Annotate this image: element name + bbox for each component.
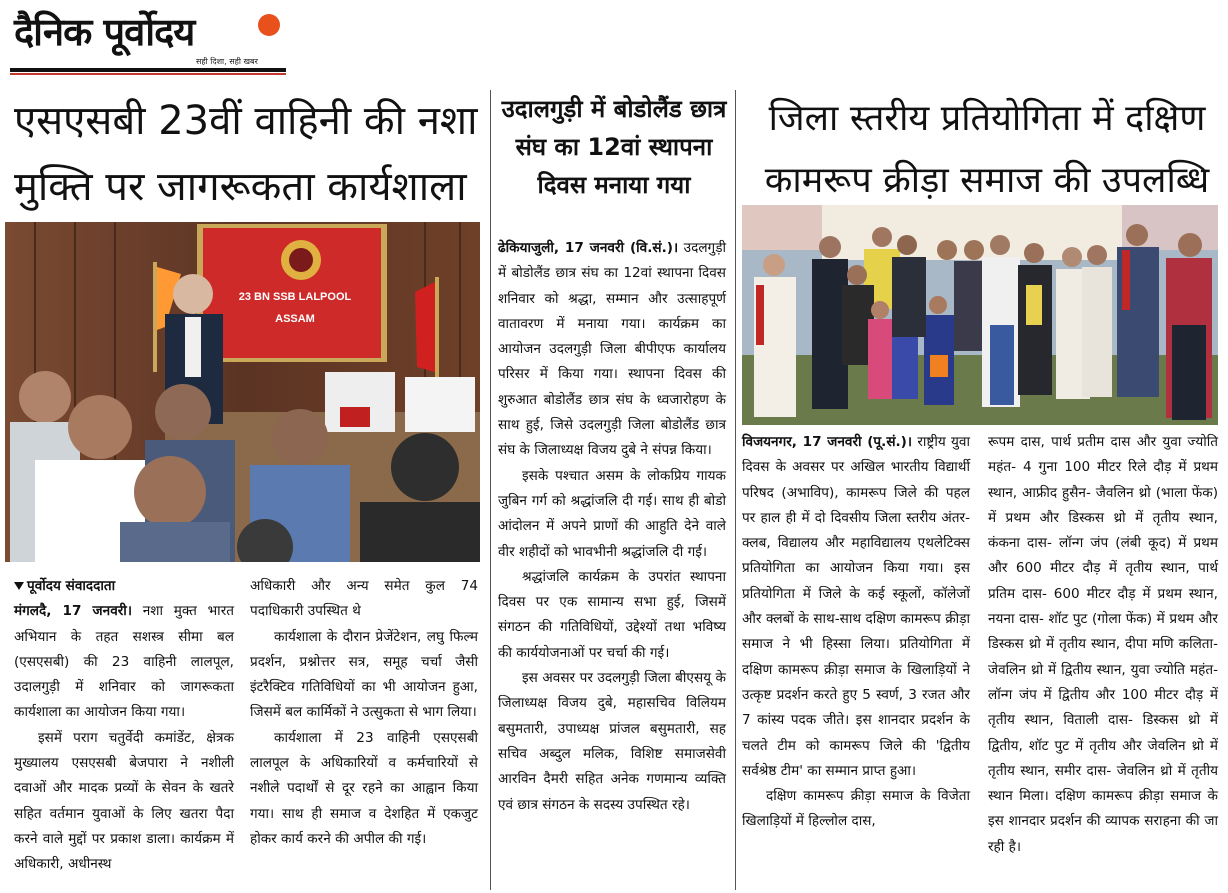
story1-byline: पूर्वोदय संवाददाता [27,578,116,594]
story3-paragraph: राष्ट्रीय युवा दिवस के अवसर पर अखिल भारतीय विद्यार्थी परिषद (अभाविप), कामरूप जिले की पहल पर हाल ही में दो दिवसीय जिला स्तरीय अंतर-क्लब, विद्यालय और महाविद्यालय एथलेटिक्स प्रतियोगिता का आयोजन किया गया। इस प्रतियोगिता में जिले के कई स्कूलों, कॉलेजों और क्लबों के साथ-साथ दक्षिण कामरूप क्रीड़ा समाज ने भी हिस्सा लिया। प्रतियोगिता में दक्षिण कामरूप क्रीड़ा समाज के खिलाड़ियों ने उत्कृष्ट प्रदर्शन करते हुए 5 स्वर्ण, 3 रजत और 7 कांस्य पदक जीते। इस शानदार प्रदर्शन के चलते टीम को कामरूप जिले की 'द्वितीय सर्वश्रेष्ठ टीम' का सम्मान प्राप्त हुआ। [742,434,970,779]
story2-paragraph: उदलगुड़ी में बोडोलैंड छात्र संघ का 12वां स्थापना दिवस शनिवार को श्रद्धा, सम्मान और उत्साहपूर्ण वातावरण में मनाया गया। कार्यक्रम का आयोजन उदलगुड़ी जिला बीपीएफ कार्यालय परिसर में किया गया। स्थापना दिवस की शुरुआत बोडोलैंड छात्र संघ के ध्वजारोहण के साथ हुई, जिसे उदलगुड़ी जिला बोडोलैंड छात्र संघ के जिलाध्यक्ष विजय दुबे ने संपन्न किया। [498,240,726,459]
story1-column1 [14,574,234,878]
story2-column [498,236,726,818]
column-divider [735,90,736,890]
masthead-logo-dot [258,14,280,36]
story1-photo [5,222,480,562]
story2-paragraph: इस अवसर पर उदलगुड़ी जिला बीएसयू के जिलाध्यक्ष विजय दुबे, महासचिव विलियम बसुमतारी, उपाध्यक्ष प्रांजल बसुमतारी, सह सचिव अब्दुल मलिक, विशिष्ट समाजसेवी आरविन दैमरी सहित अनेक गणमान्य व्यक्ति एवं छात्र संगठन के सदस्य उपस्थित रहे। [498,670,726,813]
story2-headline: उदालगुड़ी में बोडोलैंड छात्र संघ का 12वां स्थापना दिवस मनाया गया [501,95,727,199]
triangle-bullet-icon [14,582,24,590]
story3-headline: जिला स्तरीय प्रतियोगिता में दक्षिण कामरूप क्रीड़ा समाज की उपलब्धि [764,98,1210,201]
story2-paragraph: इसके पश्चात असम के लोकप्रिय गायक जुबिन गर्ग को श्रद्धांजलि दी गई। साथ ही बोडो आंदोलन में अपने प्राणों की आहुति देने वाले वीर शहीदों को भावभीनी श्रद्धांजलि दी गई। [498,467,726,560]
story3-photo [742,205,1218,425]
story3-paragraph: दक्षिण कामरूप क्रीड़ा समाज के विजेता खिलाड़ियों में हिल्लोल दास, [742,788,970,830]
story1-paragraph: अधिकारी और अन्य समेत कुल 74 पदाधिकारी उपस्थित थे [250,578,478,620]
story1-byline-row [14,574,234,599]
masthead-rule [10,68,286,72]
story3-column1 [742,430,970,835]
masthead-rule-accent [10,73,286,75]
masthead-title: दैनिक पूर्वोदय [14,10,195,54]
story1-paragraph: नशा मुक्त भारत अभियान के तहत सशस्त्र सीमा बल (एसएसबी) की 23 वाहिनी लालपूल, उदालगुड़ी में शनिवार को जागरूकता कार्यशाला का आयोजन किया गया। [14,603,234,721]
story1-paragraph: कार्यशाला में 23 वाहिनी एसएसबी लालपूल के अधिकारियों व कर्मचारियों से नशीले पदार्थों से दूर रहने का आह्वान किया गया। साथ ही समाज व देशहित में एकजुट होकर कार्य करने की अपील की गई। [250,729,478,847]
column-divider [490,90,491,890]
story1-dateline: मंगलदै, 17 जनवरी। [14,603,132,620]
story2-dateline: ढेकियाजुली, 17 जनवरी (वि.सं.)। [498,240,679,256]
story1-headline: एसएसबी 23वीं वाहिनी की नशा मुक्ति पर जागरूकता कार्यशाला [14,98,478,210]
story1-column2 [250,574,478,852]
story3-dateline: विजयनगर, 17 जनवरी (पू.सं.)। [742,434,913,450]
story1-paragraph: कार्यशाला के दौरान प्रेजेंटेशन, लघु फिल्म प्रदर्शन, प्रश्नोत्तर सत्र, समूह चर्चा जैसी इंटरैक्टिव गतिविधियों का भी आयोजन हुआ, जिसमें बल कार्मिकों ने उत्सुकता से भाग लिया। [250,628,478,721]
story2-paragraph: श्रद्धांजलि कार्यक्रम के उपरांत स्थापना दिवस पर एक सामान्य सभा हुई, जिसमें संगठन की गतिविधियों, उद्देश्यों तथा भविष्य की कार्ययोजनाओं पर चर्चा की गई। [498,568,726,661]
banner-text-line2: ASSAM [275,313,315,325]
banner-text-line1: 23 BN SSB LALPOOL [238,291,352,303]
story3-column2 [988,430,1218,860]
masthead-tagline: सही दिशा, सही खबर [196,57,258,66]
story1-paragraph: इसमें पराग चतुर्वेदी कमांडेंट, क्षेत्रक मुख्यालय एसएसबी बेजपारा ने नशीली दवाओं और मादक प्रव्यों के सेवन के खतरे सहित वर्तमान युवाओं के लिए खतरा पैदा करने वाले मुद्दों पर प्रकाश डाला। कार्यक्रम में अधिकारी, अधीनस्थ [14,729,234,873]
story3-paragraph: रूपम दास, पार्थ प्रतीम दास और युवा ज्योति महंत- 4 गुना 100 मीटर रिले दौड़ में प्रथम स्थान, आफ्रीद हुसैन- जैवलिन थ्रो (भाला फेंक) में प्रथम और डिस्कस थ्रो में तृतीय स्थान, कंकना दास- लॉन्ग जंप (लंबी कूद) में प्रथम और 600 मीटर दौड़ में तृतीय स्थान, पार्थ प्रतिम दास- 600 मीटर दौड़ में प्रथम स्थान, नयना दास- शॉट पुट (गोला फेंक) में प्रथम और डिस्कस थ्रो में तृतीय स्थान, दीपा मणि कलिता- जेवलिन थ्रो में द्वितीय स्थान, युवा ज्योति महंत- लॉन्ग जंप में द्वितीय और 100 मीटर दौड़ में तृतीय स्थान, विताली दास- डिस्कस थ्रो में द्वितीय, शॉट पुट में तृतीय और जेवलिन थ्रो में तृतीय स्थान, समीर दास- जेवलिन थ्रो में तृतीय स्थान मिला। दक्षिण कामरूप क्रीड़ा समाज के इस शानदार प्रदर्शन की व्यापक सराहना की जा रही है। [988,434,1218,855]
